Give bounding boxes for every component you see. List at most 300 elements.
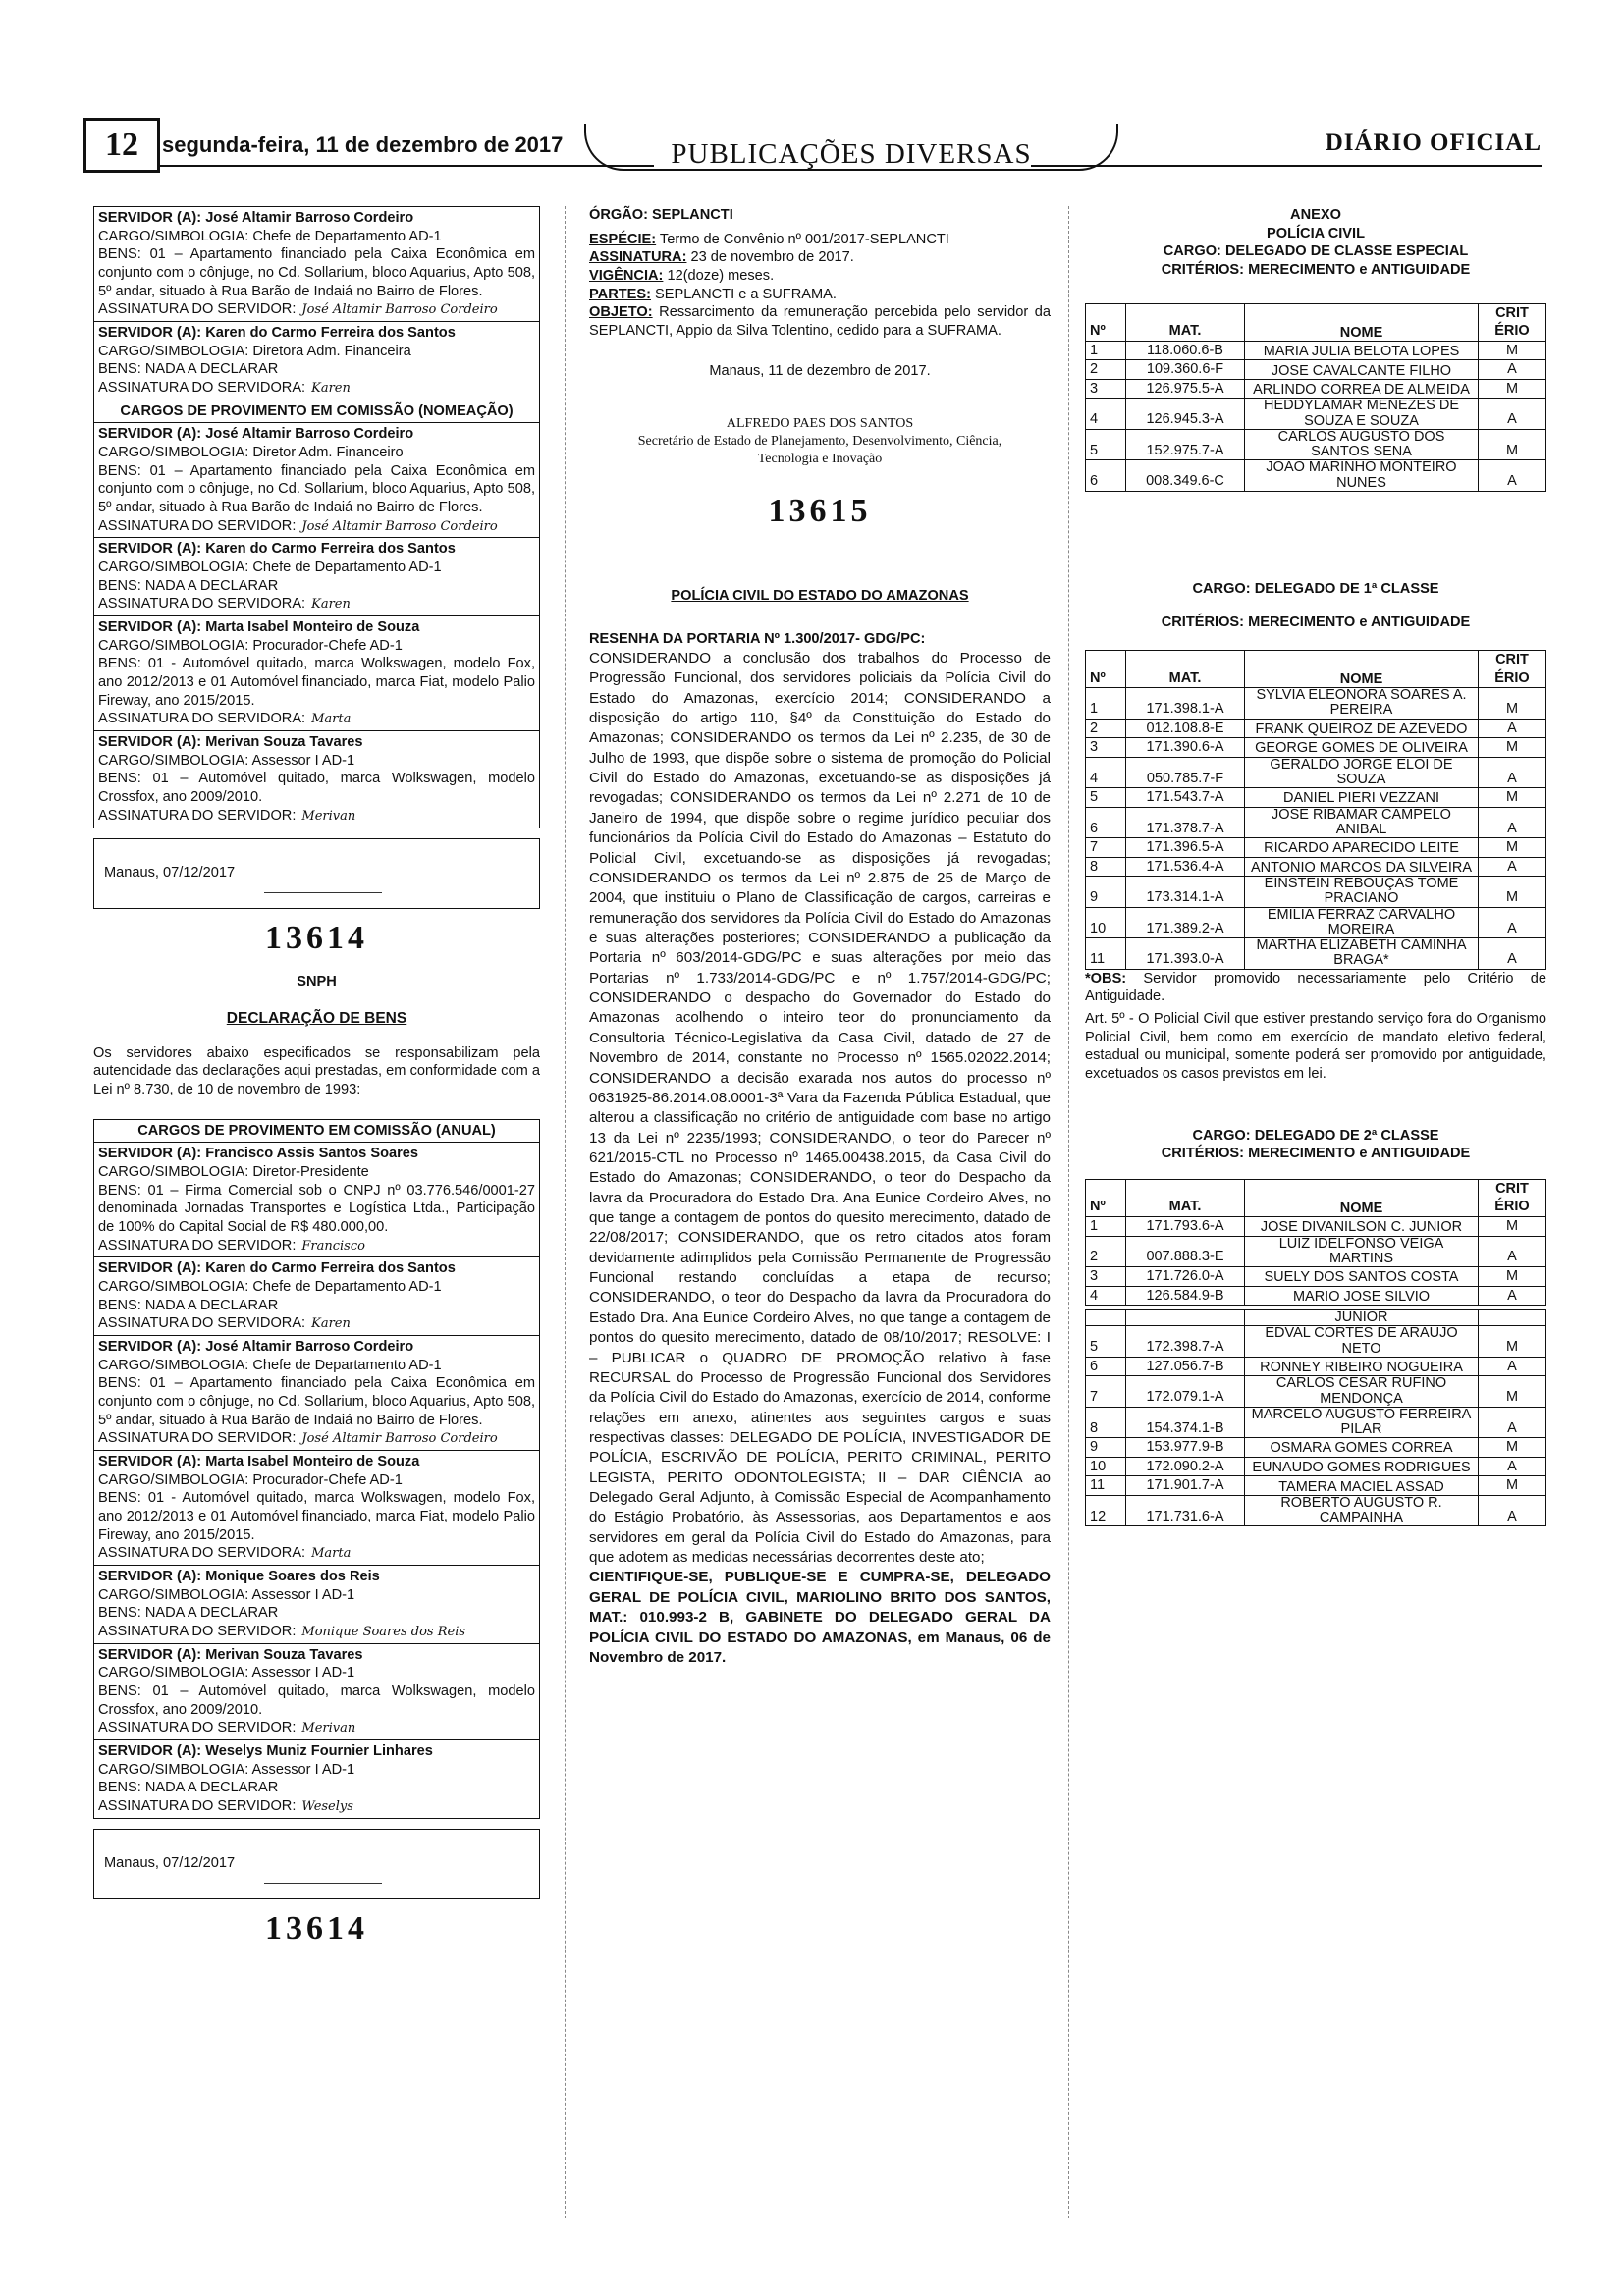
declaration-entry	[94, 538, 539, 616]
header-cell: Nº	[1086, 303, 1126, 341]
entry-line: CARGO/SIMBOLOGIA: Diretor-Presidente	[98, 1163, 369, 1180]
servidor-name: SERVIDOR (A): Weselys Muniz Fournier Linhares	[98, 1743, 433, 1760]
declaration-box	[93, 1119, 540, 1819]
table-row	[1086, 429, 1546, 459]
cell-criterio: A	[1479, 1495, 1546, 1525]
table-row	[1086, 1286, 1546, 1306]
table-row	[1086, 360, 1546, 380]
cell-name: ANTONIO MARCOS DA SILVEIRA	[1245, 857, 1479, 877]
servidor-name: SERVIDOR (A): José Altamir Barroso Cordeiro	[98, 210, 414, 226]
table-row	[1086, 877, 1546, 907]
table-row	[1086, 688, 1546, 719]
table-row	[1086, 788, 1546, 808]
signature-label: ASSINATURA DO SERVIDOR:	[98, 1430, 297, 1447]
declaration-entry	[94, 322, 539, 400]
table-row	[1086, 341, 1546, 360]
cell-name: MARIO JOSE SILVIO	[1245, 1286, 1479, 1306]
declaration-entry	[94, 400, 539, 424]
signature: José Altamir Barroso Cordeiro	[301, 302, 498, 318]
cell-matricula: 118.060.6-B	[1126, 341, 1245, 360]
cargo-title: CARGO: DELEGADO DE CLASSE ESPECIAL	[1163, 243, 1469, 260]
especie-label: ESPÉCIE:	[589, 231, 657, 247]
cell-criterio: A	[1479, 1236, 1546, 1266]
signature: Merivan	[301, 1721, 356, 1736]
column-1	[93, 206, 540, 1949]
cell-matricula: 007.888.3-E	[1126, 1236, 1245, 1266]
cell-matricula: 171.389.2-A	[1126, 907, 1245, 937]
cell-number: 9	[1086, 1438, 1126, 1458]
cell-number: 10	[1086, 907, 1126, 937]
section-title: PUBLICAÇÕES DIVERSAS	[584, 124, 1118, 171]
column-divider	[565, 206, 566, 2218]
cell-number: 12	[1086, 1495, 1126, 1525]
header-cell: MAT.	[1126, 303, 1245, 341]
cell-criterio: A	[1479, 857, 1546, 877]
signature: Marta	[311, 712, 352, 727]
cell-name: SUELY DOS SANTOS COSTA	[1245, 1266, 1479, 1286]
table-row	[1086, 1457, 1546, 1476]
entry-line: CARGO/SIMBOLOGIA: Chefe de Departamento AD-1	[98, 228, 442, 244]
manaus-date-box	[93, 1829, 540, 1899]
cell-matricula: 153.977.9-B	[1126, 1438, 1245, 1458]
header-cell: MAT.	[1126, 651, 1245, 688]
especie-value: Termo de Convênio nº 001/2017-SEPLANCTI	[656, 231, 949, 247]
header-cell: NOME	[1245, 303, 1479, 341]
cell-name: GERALDO JORGE ELOI DE SOUZA	[1245, 757, 1479, 787]
cell-criterio: A	[1479, 1357, 1546, 1376]
anexo-title: ANEXO	[1290, 207, 1341, 223]
entry-line: BENS: 01 – Firma Comercial sob o CNPJ nº 03.776.546/0001-27 denominada Jornadas Transportes e Logística Ltda., Participação de 100% do Capital Social de R$ 480.000,00.	[98, 1182, 535, 1235]
cell-number: 3	[1086, 379, 1126, 399]
signature-line	[98, 379, 535, 398]
signature-label: ASSINATURA DO SERVIDOR:	[98, 807, 297, 824]
cell-matricula: 171.793.6-A	[1126, 1217, 1245, 1237]
cell-number: 2	[1086, 360, 1126, 380]
policia-title: POLÍCIA CIVIL DO ESTADO DO AMAZONAS	[671, 587, 969, 604]
cell-number: 2	[1086, 719, 1126, 738]
cell-matricula: 050.785.7-F	[1126, 757, 1245, 787]
cell-matricula: 154.374.1-B	[1126, 1407, 1245, 1437]
cell-matricula: 008.349.6-C	[1126, 460, 1245, 491]
cell-criterio: M	[1479, 429, 1546, 459]
assinatura-value: 23 de novembro de 2017.	[686, 249, 854, 266]
declaration-entry	[94, 731, 539, 827]
cell-criterio: A	[1479, 1407, 1546, 1437]
table-row	[1086, 399, 1546, 429]
cell-criterio: M	[1479, 1476, 1546, 1496]
header-cell: Nº	[1086, 651, 1126, 688]
header-cell: CRIT ÉRIO	[1479, 303, 1546, 341]
declaracao-title: DECLARAÇÃO DE BENS	[226, 1009, 407, 1027]
table-row	[1086, 857, 1546, 877]
table-row	[1086, 1236, 1546, 1266]
cell-criterio: A	[1479, 360, 1546, 380]
cell-criterio: M	[1479, 688, 1546, 719]
cell-name: EDVAL CORTES DE ARAUJO NETO	[1245, 1326, 1479, 1357]
servidor-name: SERVIDOR (A): José Altamir Barroso Cordeiro	[98, 426, 414, 443]
signature: Marta	[311, 1546, 352, 1562]
declaration-entry	[94, 1143, 539, 1257]
table-row	[1086, 838, 1546, 858]
entry-line: BENS: 01 - Automóvel quitado, marca Wolkswagen, modelo Fox, ano 2012/2013 e 01 Automóvel financiado, marca Fiat, modelo Palio Fireway, ano 2015/2015.	[98, 656, 535, 709]
cell-matricula: 126.945.3-A	[1126, 399, 1245, 429]
table-row	[1086, 1495, 1546, 1525]
entry-line: CARGO/SIMBOLOGIA: Diretor Adm. Financeiro	[98, 445, 404, 461]
servidor-name: SERVIDOR (A): Monique Soares dos Reis	[98, 1568, 380, 1584]
cell-number: 1	[1086, 1217, 1126, 1237]
cell-number: 1	[1086, 688, 1126, 719]
table-row	[1086, 1266, 1546, 1286]
manaus-date: Manaus, 11 de dezembro de 2017.	[709, 362, 931, 379]
cell-criterio: A	[1479, 757, 1546, 787]
entry-line: BENS: 01 – Apartamento financiado pela Caixa Econômica em conjunto com o cônjuge, no Cd. Sollarium, bloco Aquarius, Apto 508, 5º andar, situado à Rua Barão de Indaiá no Bairro de Flores.	[98, 462, 535, 516]
servidor-name: SERVIDOR (A): Marta Isabel Monteiro de Souza	[98, 619, 420, 636]
cell-name: LUIZ IDELFONSO VEIGA MARTINS	[1245, 1236, 1479, 1266]
vigencia-label: VIGÊNCIA:	[589, 268, 664, 285]
cell-number: 6	[1086, 460, 1126, 491]
entry-line: CARGO/SIMBOLOGIA: Procurador-Chefe AD-1	[98, 637, 403, 654]
cell-matricula: 171.396.5-A	[1126, 838, 1245, 858]
resenha-title: RESENHA DA PORTARIA Nº 1.300/2017- GDG/PC:	[589, 631, 926, 648]
criterios-title: CRITÉRIOS: MERECIMENTO e ANTIGUIDADE	[1161, 1146, 1471, 1162]
cell-criterio: M	[1479, 1438, 1546, 1458]
entry-line: CARGO/SIMBOLOGIA: Assessor I AD-1	[98, 1586, 355, 1603]
cell-matricula: 172.079.1-A	[1126, 1376, 1245, 1407]
signature-label: ASSINATURA DO SERVIDORA:	[98, 380, 306, 397]
cell-criterio: A	[1479, 907, 1546, 937]
cell-matricula: 127.056.7-B	[1126, 1357, 1245, 1376]
cell-matricula: 171.398.1-A	[1126, 688, 1245, 719]
cell-criterio: M	[1479, 738, 1546, 758]
declaration-entry	[94, 1120, 539, 1144]
table-row	[1086, 1357, 1546, 1376]
header-cell: CRIT ÉRIO	[1479, 1179, 1546, 1216]
cell-criterio: A	[1479, 460, 1546, 491]
entry-line: BENS: 01 – Automóvel quitado, marca Wolkswagen, modelo Crossfox, ano 2009/2010.	[98, 771, 535, 806]
cell-criterio: M	[1479, 379, 1546, 399]
promotion-table	[1085, 650, 1546, 969]
org-name: SNPH	[297, 974, 337, 990]
cell-name: RICARDO APARECIDO LEITE	[1245, 838, 1479, 858]
partes-label: PARTES:	[589, 286, 651, 302]
cell-name: EINSTEIN REBOUÇAS TOME PRACIANO	[1245, 877, 1479, 907]
cell	[1479, 1310, 1546, 1326]
section-heading: CARGOS DE PROVIMENTO EM COMISSÃO (NOMEAÇÃO)	[120, 402, 514, 419]
manaus-date-box	[93, 838, 540, 909]
entry-line: CARGO/SIMBOLOGIA: Chefe de Departamento AD-1	[98, 560, 442, 576]
manaus-date: Manaus, 07/12/2017	[104, 865, 236, 881]
cell-matricula: 152.975.7-A	[1126, 429, 1245, 459]
cell-number: 4	[1086, 1286, 1126, 1306]
criterios-title: CRITÉRIOS: MERECIMENTO e ANTIGUIDADE	[1161, 262, 1471, 279]
header-rule-left	[158, 165, 654, 167]
cell-matricula: 109.360.6-F	[1126, 360, 1245, 380]
table-row	[1086, 1326, 1546, 1357]
column-3	[1085, 206, 1546, 1526]
cell-number: 5	[1086, 788, 1126, 808]
cell-number: 9	[1086, 877, 1126, 907]
cell-matricula: 173.314.1-A	[1126, 877, 1245, 907]
cell-name: JOAO MARINHO MONTEIRO NUNES	[1245, 460, 1479, 491]
table-row	[1086, 757, 1546, 787]
newspaper-name: DIÁRIO OFICIAL	[1325, 130, 1542, 156]
promotion-table	[1085, 1309, 1546, 1526]
criterios-title: CRITÉRIOS: MERECIMENTO e ANTIGUIDADE	[1161, 614, 1471, 631]
manaus-date: Manaus, 07/12/2017	[104, 1855, 236, 1872]
signature-label: ASSINATURA DO SERVIDOR:	[98, 301, 297, 318]
signature-line	[98, 517, 535, 536]
signature: Francisco	[301, 1238, 365, 1254]
cell-matricula: 126.584.9-B	[1126, 1286, 1245, 1306]
header-rule-right	[1031, 165, 1542, 167]
cell-criterio: M	[1479, 1266, 1546, 1286]
entry-line: BENS: NADA A DECLARAR	[98, 577, 279, 594]
table-row	[1086, 1217, 1546, 1237]
cell-number: 6	[1086, 1357, 1126, 1376]
partes-line	[589, 286, 1051, 304]
cell-number: 8	[1086, 857, 1126, 877]
header-cell: CRIT ÉRIO	[1479, 651, 1546, 688]
entry-line: CARGO/SIMBOLOGIA: Chefe de Departamento AD-1	[98, 1278, 442, 1295]
cell-name: RONNEY RIBEIRO NOGUEIRA	[1245, 1357, 1479, 1376]
page-header	[83, 118, 1542, 177]
vigencia-value: 12(doze) meses.	[663, 268, 775, 285]
declaration-entry	[94, 1336, 539, 1451]
cell-number: 7	[1086, 838, 1126, 858]
declaration-entry	[94, 423, 539, 538]
cell-name: ROBERTO AUGUSTO R. CAMPAINHA	[1245, 1495, 1479, 1525]
cell-matricula: 012.108.8-E	[1126, 719, 1245, 738]
entry-line: BENS: 01 – Automóvel quitado, marca Wolkswagen, modelo Crossfox, ano 2009/2010.	[98, 1683, 535, 1718]
header-cell: Nº	[1086, 1179, 1126, 1216]
cell-name: TAMERA MACIEL ASSAD	[1245, 1476, 1479, 1496]
table-subheader-row	[1086, 1310, 1546, 1326]
table-header-row	[1086, 651, 1546, 688]
cell-name: ARLINDO CORREA DE ALMEIDA	[1245, 379, 1479, 399]
entry-line: BENS: NADA A DECLARAR	[98, 361, 279, 378]
declaration-entry	[94, 1740, 539, 1818]
signature-line	[98, 1719, 535, 1737]
declaration-entry	[94, 1257, 539, 1336]
cell-name: JOSE RIBAMAR CAMPELO ANIBAL	[1245, 807, 1479, 837]
cell-criterio: M	[1479, 788, 1546, 808]
signature: Karen	[311, 1316, 351, 1332]
servidor-name: SERVIDOR (A): Francisco Assis Santos Soares	[98, 1146, 419, 1162]
cell-matricula: 171.543.7-A	[1126, 788, 1245, 808]
cell-criterio: M	[1479, 341, 1546, 360]
entry-line: BENS: NADA A DECLARAR	[98, 1780, 279, 1796]
cell-number: 11	[1086, 1476, 1126, 1496]
declaration-entry	[94, 1451, 539, 1566]
signature: José Altamir Barroso Cordeiro	[301, 1431, 498, 1447]
declaration-entry	[94, 207, 539, 322]
cell-name: EUNAUDO GOMES RODRIGUES	[1245, 1457, 1479, 1476]
cell-name: EMILIA FERRAZ CARVALHO MOREIRA	[1245, 907, 1479, 937]
cell-matricula: 171.393.0-A	[1126, 938, 1245, 969]
entry-line: CARGO/SIMBOLOGIA: Procurador-Chefe AD-1	[98, 1471, 403, 1488]
cell-number: 4	[1086, 399, 1126, 429]
servidor-name: SERVIDOR (A): Karen do Carmo Ferreira dos Santos	[98, 325, 456, 342]
column-2	[589, 206, 1051, 1668]
objeto-label: OBJETO:	[589, 304, 653, 321]
partes-value: SEPLANCTI e a SUFRAMA.	[650, 286, 837, 302]
declaration-entry	[94, 616, 539, 731]
signature-label: ASSINATURA DO SERVIDORA:	[98, 1315, 306, 1332]
cell-matricula: 126.975.5-A	[1126, 379, 1245, 399]
obs-label: *OBS:	[1085, 970, 1127, 987]
obs-text: Servidor promovido necessariamente pelo Critério de Antiguidade.	[1085, 970, 1546, 1005]
entry-line: BENS: 01 – Apartamento financiado pela Caixa Econômica em conjunto com o cônjuge, no Cd. Sollarium, bloco Aquarius, Apto 508, 5º andar, situado à Rua Barão de Indaiá no Bairro de Flores.	[98, 246, 535, 299]
declaration-box	[93, 206, 540, 828]
signature-line	[98, 595, 535, 614]
cell-matricula: 172.398.7-A	[1126, 1326, 1245, 1357]
entry-line: CARGO/SIMBOLOGIA: Assessor I AD-1	[98, 1665, 355, 1682]
cell-name: SYLVIA ELEONORA SOARES A. PEREIRA	[1245, 688, 1479, 719]
servidor-name: SERVIDOR (A): Marta Isabel Monteiro de Souza	[98, 1453, 420, 1469]
table-row	[1086, 1438, 1546, 1458]
policia-civil: POLÍCIA CIVIL	[1267, 225, 1365, 241]
cell-name: CARLOS CESAR RUFINO MENDONÇA	[1245, 1376, 1479, 1407]
page-number: 12	[83, 118, 160, 173]
signature-line	[98, 1314, 535, 1333]
orgao: ÓRGÃO: SEPLANCTI	[589, 207, 733, 223]
publication-stamp: 13614	[265, 1909, 368, 1947]
cell-number: 3	[1086, 738, 1126, 758]
publication-stamp: 13614	[265, 919, 368, 956]
signature-line	[98, 1623, 535, 1641]
signature-label: ASSINATURA DO SERVIDOR:	[98, 1798, 297, 1815]
cell-matricula: 172.090.2-A	[1126, 1457, 1245, 1476]
signature-label: ASSINATURA DO SERVIDORA:	[98, 596, 306, 613]
obs-note	[1085, 970, 1546, 1006]
signature-label: ASSINATURA DO SERVIDORA:	[98, 1545, 306, 1562]
especie-line	[589, 231, 1051, 249]
assinatura-line	[589, 248, 1051, 267]
cell-criterio: A	[1479, 938, 1546, 969]
table-row	[1086, 719, 1546, 738]
cell-matricula: 171.901.7-A	[1126, 1476, 1245, 1496]
cell-criterio: M	[1479, 838, 1546, 858]
cell-criterio: A	[1479, 1286, 1546, 1306]
promotion-table	[1085, 1179, 1546, 1306]
signer-name: ALFREDO PAES DOS SANTOS	[726, 416, 914, 432]
cell-number: 11	[1086, 938, 1126, 969]
assinatura-label: ASSINATURA:	[589, 249, 687, 266]
promotion-table	[1085, 303, 1546, 492]
cell-number: 6	[1086, 807, 1126, 837]
cell	[1086, 1310, 1126, 1326]
section-heading: CARGOS DE PROVIMENTO EM COMISSÃO (ANUAL)	[137, 1122, 496, 1139]
cell-name: DANIEL PIERI VEZZANI	[1245, 788, 1479, 808]
signature-label: ASSINATURA DO SERVIDOR:	[98, 1720, 297, 1736]
handwritten-signature	[264, 853, 382, 893]
cell-criterio: A	[1479, 1457, 1546, 1476]
table-header-row	[1086, 303, 1546, 341]
signer-role: Secretário de Estado de Planejamento, Desenvolvimento, Ciência, Tecnologia e Inovação	[637, 434, 1002, 467]
cell-name: GEORGE GOMES DE OLIVEIRA	[1245, 738, 1479, 758]
cell-criterio: M	[1479, 1376, 1546, 1407]
entry-line: CARGO/SIMBOLOGIA: Chefe de Departamento AD-1	[98, 1357, 442, 1373]
table-row	[1086, 1407, 1546, 1437]
objeto-value: Ressarcimento da remuneração percebida pelo servidor da SEPLANCTI, Appio da Silva Tolentino, cedido para a SUFRAMA.	[589, 304, 1051, 340]
cell-number: 4	[1086, 757, 1126, 787]
entry-line: CARGO/SIMBOLOGIA: Diretora Adm. Financeira	[98, 343, 411, 359]
cell-matricula: 171.536.4-A	[1126, 857, 1245, 877]
column-divider	[1068, 206, 1069, 2218]
entry-line: BENS: NADA A DECLARAR	[98, 1297, 279, 1313]
cell-number: 5	[1086, 429, 1126, 459]
cargo-title: CARGO: DELEGADO DE 2ª CLASSE	[1192, 1127, 1439, 1144]
servidor-name: SERVIDOR (A): Karen do Carmo Ferreira dos Santos	[98, 541, 456, 558]
cell-number: 1	[1086, 341, 1126, 360]
handwritten-signature	[264, 1843, 382, 1884]
cell-number: 8	[1086, 1407, 1126, 1437]
signature: Karen	[311, 597, 351, 613]
closing-text: CIENTIFIQUE-SE, PUBLIQUE-SE E CUMPRA-SE, DELEGADO GERAL DE POLÍCIA CIVIL, MARIOLINO BRITO DOS SANTOS, MAT.: 010.993-2 B, GABINETE DO DELEGADO GERAL DA POLÍCIA CIVIL DO ESTADO DO AMAZONAS, em Manaus, 06 de Novembro de 2017.	[589, 1569, 1051, 1666]
signature: Karen	[311, 381, 351, 397]
table-row	[1086, 379, 1546, 399]
cell-matricula: 171.726.0-A	[1126, 1266, 1245, 1286]
header-cell: MAT.	[1126, 1179, 1245, 1216]
cell-name: MARIA JULIA BELOTA LOPES	[1245, 341, 1479, 360]
publication-stamp: 13615	[768, 493, 872, 530]
resenha-body: CONSIDERANDO a conclusão dos trabalhos do Processo de Progressão Funcional, dos servidores policiais da Polícia Civil do Estado do Amazonas, exercício 2014; CONSIDERANDO a disposição do artigo 110, §4º da Constituição do Estado do Amazonas; CONSIDERANDO os termos da Lei nº 2.235, de 30 de Julho de 1993, que dispõe sobre o sistema de promoção do Policial Civil do Estado do Amazonas, excetuando-se as disposições já revogadas; CONSIDERANDO os termos da Lei nº 2.271 de 10 de Janeiro de 1994, que dispõe sobre o regime jurídico peculiar dos funcionários da Polícia Civil do Estado do Amazonas – Estatuto do Policial Civil, excetuando-se as disposições já revogadas; CONSIDERANDO os termos da Lei nº 2.875 de 25 de Março de 2004, que instituiu o Plano de Classificação de cargos, carreiras e remuneração dos servidores da Polícia Civil do Estado do Amazonas e suas alterações posteriores; CONSIDERANDO a publicação da Portaria nº 603/2014-GDG/PC e suas alterações por meio das Portarias nº 1.733/2014-GDG/PC e nº 1.757/2014-GDG/PC; CONSIDERANDO o despacho do Governador do Estado do Amazonas acolhendo o inteiro teor do pronunciamento da Consultoria Técnico-Legislativa da Casa Civil, datado de 27 de Novembro de 2014, constante no Processo nº 1565.02022.2014; CONSIDERANDO a decisão exarada nos autos do processo nº 0631925-86.2014.08.0001-3ª Vara da Fazenda Pública Estadual, que alterou a classificação no critério de antiguidade com base no artigo 13 da Lei nº 2235/1993; CONSIDERANDO, o teor do Parecer nº 621/2015-CTL no Processo nº 1465.00438.2015, da Casa Civil do Estado do Amazonas; CONSIDERANDO, o teor do Despacho da lavra da Procuradora do Estado Dra. Ana Eunice Cordeiro Alves, no que tange a contagem de pontos do quesito merecimento, datado de 22/08/2017; CONSIDERANDO, que os retro citados atos foram devidamente adimplidos pela Comissão Permanente de Progressão Funcional restando concluídas a etapa de recurso; CONSIDERANDO, o teor do Despacho da lavra da Procuradora do Estado Dra. Ana Eunice Cordeiro Alves, no que tange a contagem de pontos do quesito merecimento, datado de 08/10/2017; RESOLVE: I – PUBLICAR o QUADRO DE PROMOÇÃO relativo à fase RECURSAL do Processo de Progressão Funcional dos Servidores da Polícia Civil do Estado do Amazonas, exercício de 2014, conforme relações em anexo, atinentes aos seguintes cargos e suas respectivas classes: DELEGADO DE POLÍCIA, INVESTIGADOR DE POLÍCIA, ESCRIVÃO DE POLÍCIA, PERITO CRIMINAL, PERITO LEGISTA, PERITO ODONTOLEGISTA; II – DAR CIÊNCIA ao Delegado Geral Adjunto, à Comissão Especial de Acompanhamento do Estágio Probatório, às Assessorias, aos Departamentos e aos servidores em geral da Polícia Civil do Estado do Amazonas, para que adotem as medidas necessárias decorrentes deste ato;	[589, 649, 1051, 1567]
declaracao-text: Os servidores abaixo especificados se responsabilizam pela autencidade das declarações aqui prestadas, em conformidade com a Lei nº 8.730, de 10 de novembro de 1993:	[93, 1044, 540, 1097]
servidor-name: SERVIDOR (A): Karen do Carmo Ferreira dos Santos	[98, 1260, 456, 1277]
table-row	[1086, 1376, 1546, 1407]
cell: JUNIOR	[1245, 1310, 1479, 1326]
cell-matricula: 171.731.6-A	[1126, 1495, 1245, 1525]
table-row	[1086, 460, 1546, 491]
cell-criterio: A	[1479, 719, 1546, 738]
cell-name: JOSE DIVANILSON C. JUNIOR	[1245, 1217, 1479, 1237]
cell-criterio: M	[1479, 877, 1546, 907]
table-row	[1086, 938, 1546, 969]
signature-label: ASSINATURA DO SERVIDOR:	[98, 1237, 297, 1254]
cell	[1126, 1310, 1245, 1326]
cell-name: HEDDYLAMAR MENEZES DE SOUZA E SOUZA	[1245, 399, 1479, 429]
cell-name: FRANK QUEIROZ DE AZEVEDO	[1245, 719, 1479, 738]
cargo-title: CARGO: DELEGADO DE 1ª CLASSE	[1192, 580, 1439, 597]
table-header-row	[1086, 1179, 1546, 1216]
cell-matricula: 171.390.6-A	[1126, 738, 1245, 758]
cell-name: OSMARA GOMES CORREA	[1245, 1438, 1479, 1458]
declaration-entry	[94, 1644, 539, 1740]
signature-line	[98, 710, 535, 728]
entry-line: CARGO/SIMBOLOGIA: Assessor I AD-1	[98, 752, 355, 769]
entry-line: BENS: NADA A DECLARAR	[98, 1605, 279, 1622]
signature-line	[98, 807, 535, 826]
signature-label: ASSINATURA DO SERVIDOR:	[98, 1624, 297, 1639]
signature-line	[98, 1797, 535, 1816]
servidor-name: SERVIDOR (A): Merivan Souza Tavares	[98, 734, 363, 751]
table-row	[1086, 738, 1546, 758]
entry-line: CARGO/SIMBOLOGIA: Assessor I AD-1	[98, 1761, 355, 1778]
cell-number: 7	[1086, 1376, 1126, 1407]
header-cell: NOME	[1245, 651, 1479, 688]
signature: Monique Soares dos Reis	[301, 1625, 466, 1639]
cell-matricula: 171.378.7-A	[1126, 807, 1245, 837]
objeto-line	[589, 303, 1051, 340]
table-row	[1086, 807, 1546, 837]
signature-label: ASSINATURA DO SERVIDORA:	[98, 711, 306, 727]
entry-line: BENS: 01 - Automóvel quitado, marca Wolkswagen, modelo Fox, ano 2012/2013 e 01 Automóvel financiado, marca Fiat, modelo Palio Fireway, ano 2015/2015.	[98, 1490, 535, 1543]
signature-line	[98, 1429, 535, 1448]
declaration-entry	[94, 1566, 539, 1644]
cell-name: JOSE CAVALCANTE FILHO	[1245, 360, 1479, 380]
signature-label: ASSINATURA DO SERVIDOR:	[98, 517, 297, 534]
cell-number: 10	[1086, 1457, 1126, 1476]
